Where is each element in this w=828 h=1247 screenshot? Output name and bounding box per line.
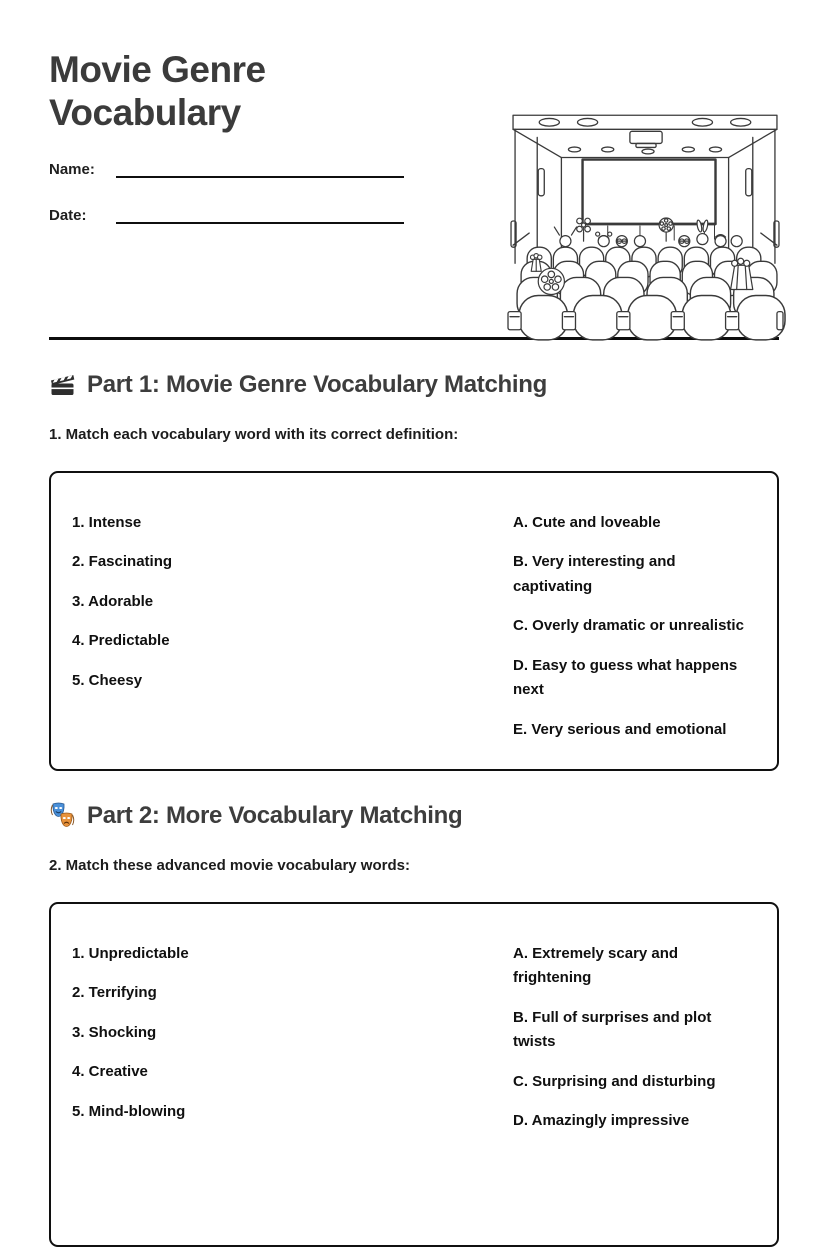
part1-definitions-column [513,511,753,758]
vocab-definition: B. Full of surprises and plot twists [513,1008,712,1051]
part2-matching-box [49,902,779,1247]
part1-heading-text: Part 1: Movie Genre Vocabulary Matching [87,370,547,398]
part2-heading-text: Part 2: More Vocabulary Matching [87,801,463,829]
section-divider [49,337,779,340]
vocab-word: 3. Adorable [72,592,154,610]
date-input-line [116,222,404,224]
movie-theater-illustration [507,112,783,333]
vocab-definition: E. Very serious and emotional [513,720,727,738]
date-label: Date: [49,206,87,224]
part1-matching-box [49,471,779,771]
vocab-definition: B. Very interesting and captivating [513,553,676,595]
name-input-line [116,176,404,178]
vocab-word: 5. Mind-blowing [72,1102,186,1120]
vocab-definition: A. Extremely scary and frightening [513,944,679,987]
vocab-definition: D. Easy to guess what happens next [513,656,738,699]
vocab-word: 5. Cheesy [72,671,143,689]
vocab-word: 1. Unpredictable [72,944,189,962]
vocab-definition: C. Overly dramatic or unrealistic [513,617,744,635]
worksheet-page [0,48,828,1166]
name-label: Name: [49,160,95,178]
part1-instruction: 1. Match each vocabulary word with its correct definition: [49,425,459,443]
vocab-word: 2. Fascinating [72,553,173,571]
vocab-definition: A. Cute and loveable [513,513,661,531]
clapperboard-icon [49,371,76,398]
vocab-definition: D. Amazingly impressive [513,1112,690,1130]
part1-words-column [72,511,513,758]
part2-instruction: 2. Match these advanced movie vocabulary words: [49,856,410,874]
vocab-word: 4. Predictable [72,632,170,650]
part1-heading [49,370,779,400]
vocab-word: 4. Creative [72,1063,148,1081]
part2-heading [49,801,779,831]
vocab-word: 3. Shocking [72,1023,157,1041]
vocab-definition: C. Surprising and disturbing [513,1072,716,1090]
page-title: Movie Genre Vocabulary [49,49,266,134]
vocab-word: 1. Intense [72,513,142,531]
part2-definitions-column [513,942,753,1225]
part2-words-column [72,942,513,1225]
theater-masks-icon [49,802,76,829]
vocab-word: 2. Terrifying [72,984,157,1002]
